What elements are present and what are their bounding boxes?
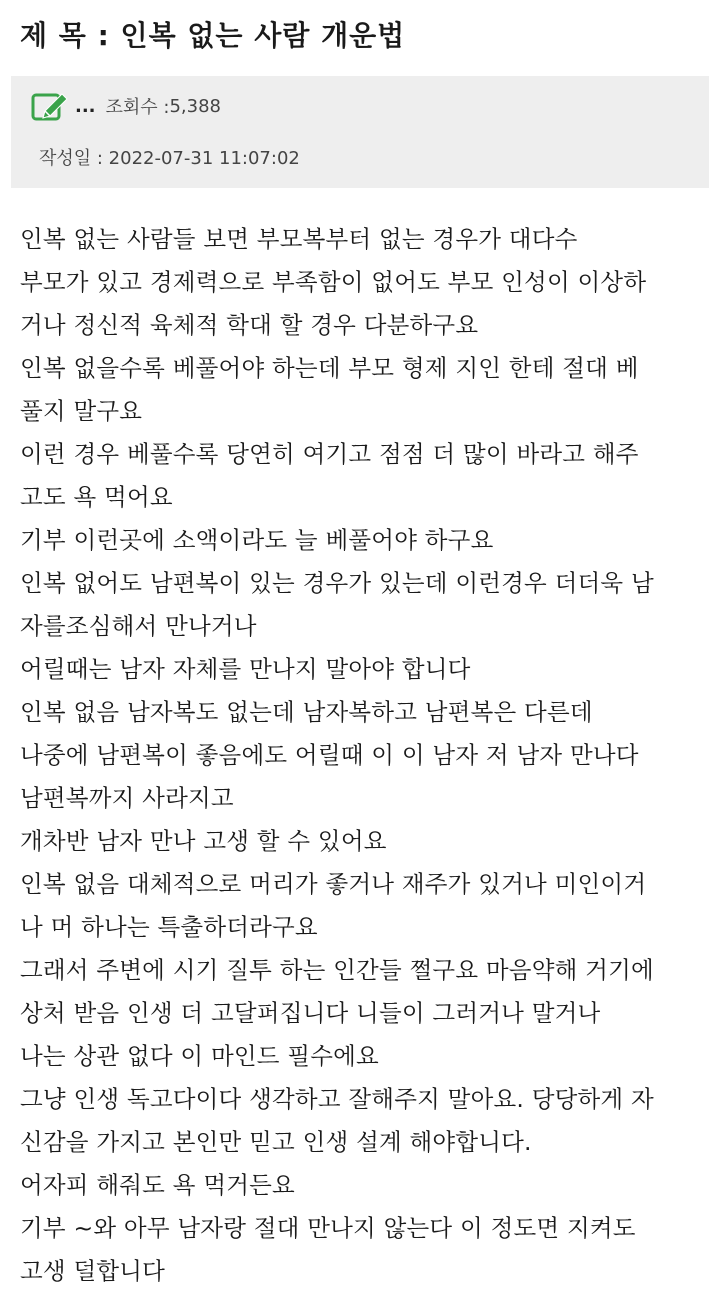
views-label: 조회수 : [105, 97, 170, 118]
body-line: 개차반 남자 만나 고생 할 수 있어요 [20, 827, 387, 855]
body-line: 기부 이런곳에 소액이라도 늘 베풀어야 하구요 [20, 526, 494, 554]
body-line: 그냥 인생 독고다이다 생각하고 잘해주지 말아요. 당당하게 자 [20, 1085, 654, 1113]
body-line: 기부 ~와 아무 남자랑 절대 만나지 않는다 이 정도면 지켜도 [20, 1214, 636, 1242]
body-line: 어자피 해줘도 욕 먹거든요 [20, 1171, 295, 1199]
body-line: 남편복까지 사라지고 [20, 784, 234, 812]
body-line: 인복 없을수록 베풀어야 하는데 부모 형제 지인 한테 절대 베 [20, 354, 639, 382]
body-line: 거나 정신적 육체적 학대 할 경우 다분하구요 [20, 311, 479, 339]
date-label: 작성일 : [39, 148, 109, 169]
body-line: 그래서 주변에 시기 질투 하는 인간들 쩔구요 마음약해 거기에 [20, 956, 654, 984]
body-line: 이런 경우 베풀수록 당연히 여기고 점점 더 많이 바라고 해주 [20, 440, 639, 468]
body-line: 고도 욕 먹어요 [20, 483, 173, 511]
body-line: 부모가 있고 경제력으로 부족함이 없어도 부모 인성이 이상하 [20, 268, 647, 296]
post-meta-box [11, 76, 709, 188]
body-line: 인복 없는 사람들 보면 부모복부터 없는 경우가 대다수 [20, 225, 578, 253]
body-line: 인복 없음 대체적으로 머리가 좋거나 재주가 있거나 미인이거 [20, 870, 647, 898]
post-title: 제 목 : 인복 없는 사람 개운법 [20, 19, 406, 52]
edit-note-icon [31, 90, 69, 122]
body-line: 상처 받음 인생 더 고달퍼집니다 니들이 그러거나 말거나 [20, 999, 601, 1027]
meta-row-date [39, 144, 300, 170]
body-line: 인복 없어도 남편복이 있는 경우가 있는데 이런경우 더더욱 남 [20, 569, 654, 597]
body-line: 고생 덜합니다 [20, 1257, 166, 1285]
body-line: 풀지 말구요 [20, 397, 143, 425]
views-count: 5,388 [169, 95, 221, 117]
body-line: 나중에 남편복이 좋음에도 어릴때 이 이 남자 저 남자 만나다 [20, 741, 639, 769]
body-line: 어릴때는 남자 자체를 만나지 말아야 합니다 [20, 655, 471, 683]
body-line: 신감을 가지고 본인만 믿고 인생 설계 해야합니다. [20, 1128, 532, 1156]
post-body [20, 218, 710, 1293]
meta-row-views [31, 90, 221, 122]
body-line: 나 머 하나는 특출하더라구요 [20, 913, 318, 941]
author-name[interactable]: ... [75, 95, 96, 117]
body-line: 나는 상관 없다 이 마인드 필수에요 [20, 1042, 379, 1070]
post-date: 2022-07-31 11:07:02 [108, 148, 300, 169]
body-line: 자를조심해서 만나거나 [20, 612, 257, 640]
body-line: 인복 없음 남자복도 없는데 남자복하고 남편복은 다른데 [20, 698, 593, 726]
